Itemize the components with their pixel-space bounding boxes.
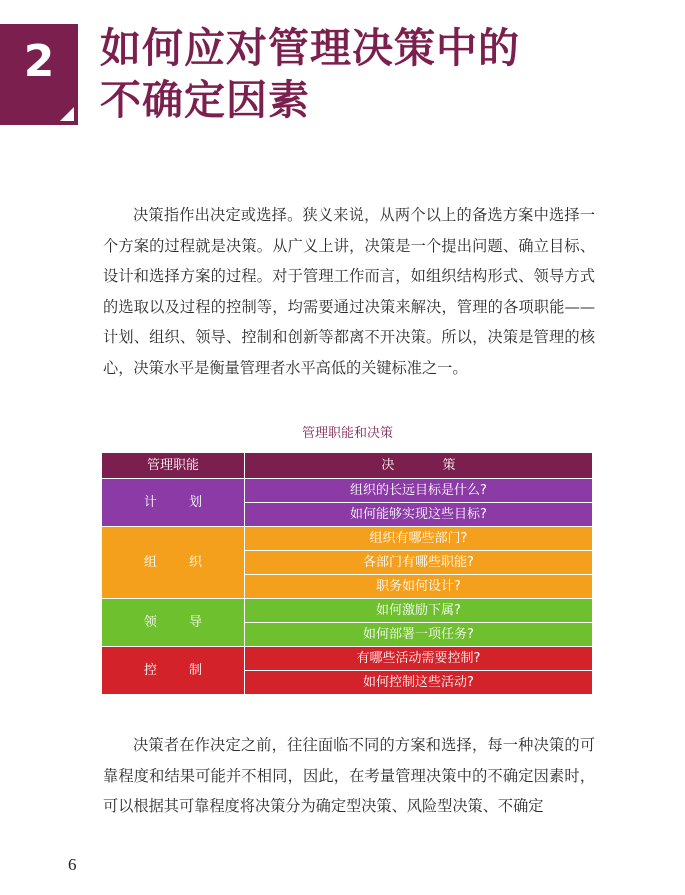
function-cell: 计 划 bbox=[102, 479, 245, 527]
badge-corner-triangle bbox=[60, 107, 74, 121]
table-row bbox=[102, 479, 593, 503]
functions-decisions-table bbox=[101, 452, 593, 695]
table-row bbox=[102, 527, 593, 551]
chapter-badge bbox=[0, 24, 78, 125]
chapter-title bbox=[100, 22, 660, 126]
function-cell: 组 织 bbox=[102, 527, 245, 599]
chapter-title-line-1: 如何应对管理决策中的 bbox=[100, 24, 520, 72]
table-body bbox=[102, 479, 593, 695]
decision-cell: 组织的长远目标是什么? bbox=[245, 479, 593, 503]
decision-cell: 有哪些活动需要控制? bbox=[245, 647, 593, 671]
header-decision: 决 策 bbox=[245, 453, 593, 479]
chapter-title-line-2: 不确定因素 bbox=[100, 76, 310, 124]
decision-cell: 组织有哪些部门? bbox=[245, 527, 593, 551]
decision-cell: 如何部署一项任务? bbox=[245, 623, 593, 647]
function-cell: 控 制 bbox=[102, 647, 245, 695]
function-cell: 领 导 bbox=[102, 599, 245, 647]
functions-decisions-table-wrapper bbox=[101, 452, 593, 695]
decision-cell: 职务如何设计? bbox=[245, 575, 593, 599]
table-row bbox=[102, 599, 593, 623]
decision-cell: 各部门有哪些职能? bbox=[245, 551, 593, 575]
table-caption: 管理职能和决策 bbox=[301, 426, 393, 441]
chapter-number: 2 bbox=[23, 36, 55, 87]
body-paragraph-1: 决策指作出决定或选择。狭义来说，从两个以上的备选方案中选择一个方案的过程就是决策。从广义上讲，决策是一个提出问题、确立目标、设计和选择方案的过程。对于管理工作而言，如组织结构形式、领导方式的选取以及过程的控制等，均需要通过决策来解决，管理的各项职能——计划、组织、领导、控制和创新等都离不开决策。所以，决策是管理的核心，决策水平是衡量管理者水平高低的关键标准之一。 bbox=[103, 206, 595, 377]
decision-cell: 如何激励下属? bbox=[245, 599, 593, 623]
decision-cell: 如何能够实现这些目标? bbox=[245, 503, 593, 527]
body-paragraph-2: 决策者在作决定之前，往往面临不同的方案和选择，每一种决策的可靠程度和结果可能并不相同，因此，在考量管理决策中的不确定因素时，可以根据其可靠程度将决策分为确定型决策、风险型决策、不确定 bbox=[103, 736, 595, 815]
header-function: 管理职能 bbox=[102, 453, 245, 479]
table-header-row bbox=[102, 453, 593, 479]
decision-cell: 如何控制这些活动? bbox=[245, 671, 593, 695]
page-number: 6 bbox=[68, 855, 77, 874]
table-row bbox=[102, 647, 593, 671]
